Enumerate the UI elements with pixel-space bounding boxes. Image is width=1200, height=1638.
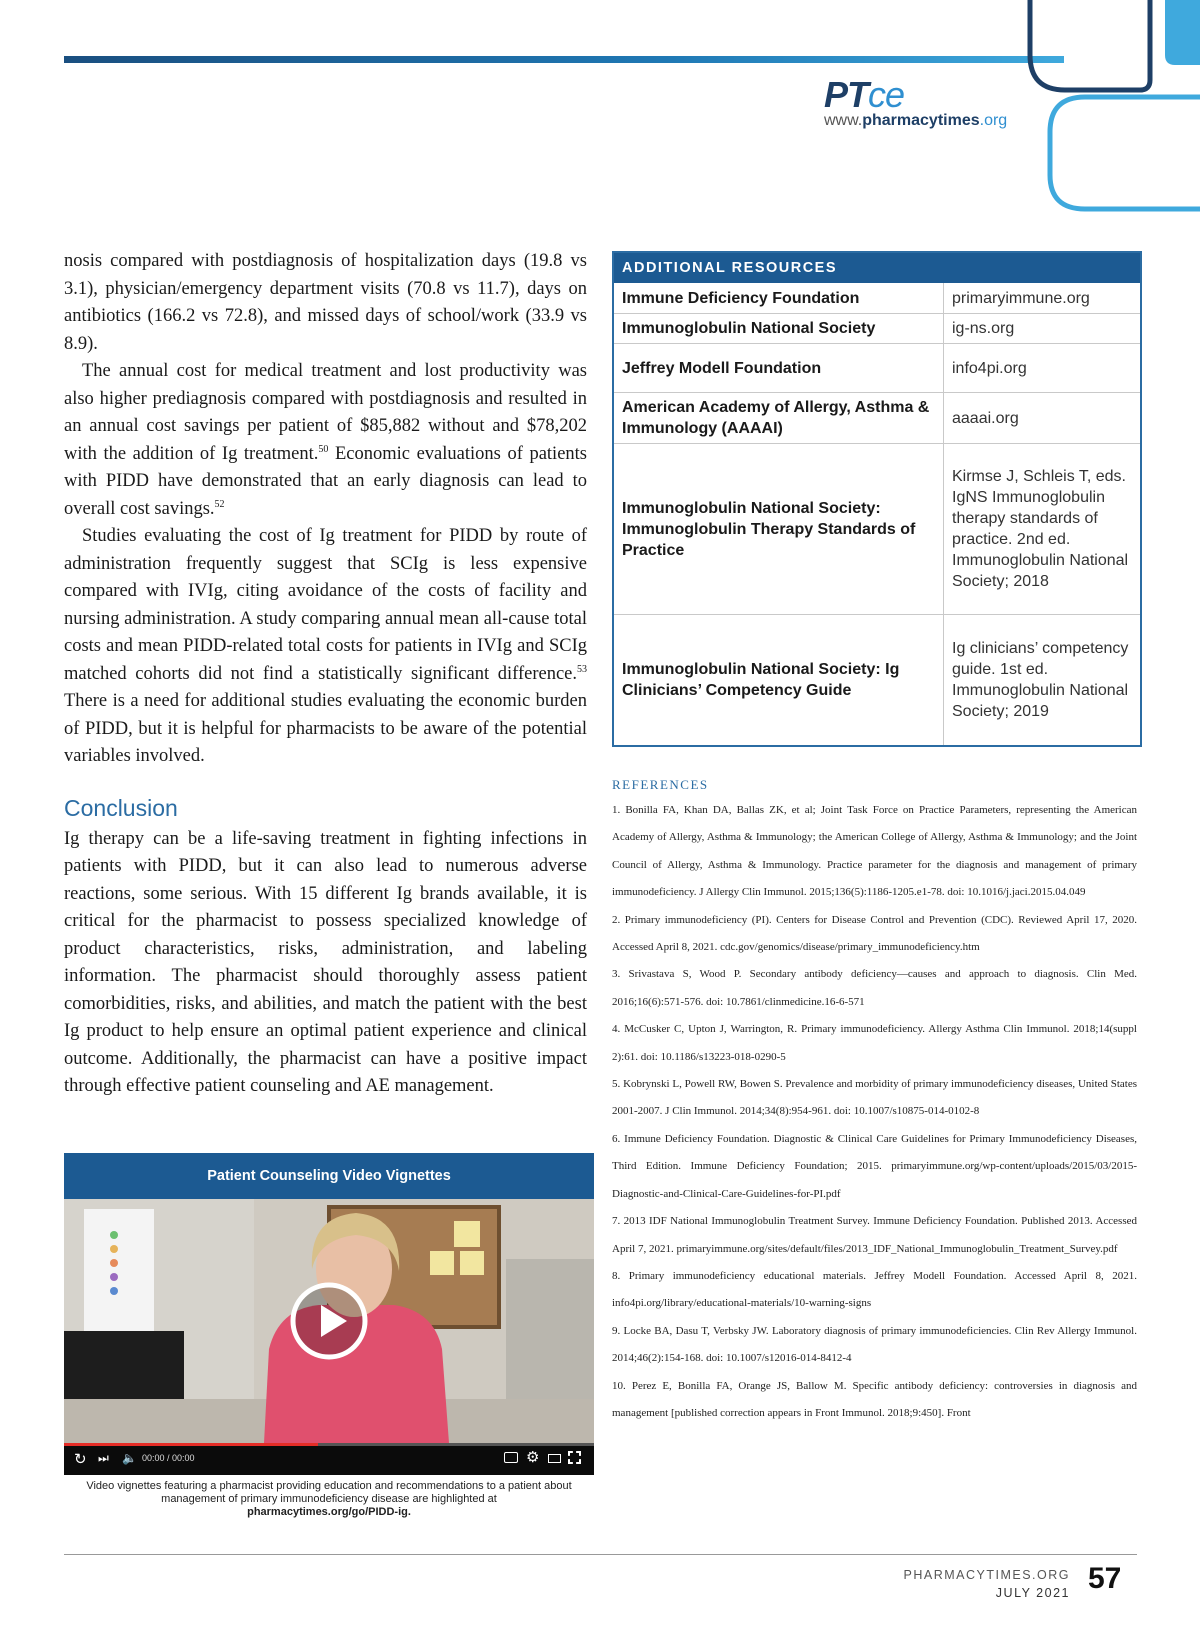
resource-name: Immunoglobulin National Society [614,314,944,343]
resource-row [614,443,1140,614]
skip-next-icon[interactable]: ⏭ [98,1451,109,1465]
paragraph: The annual cost for medical treatment and lost productivity was also higher prediagnosis compared with postdiagnosis and resulted in an annual cost savings per patient of $85,882 without and $78,202 with the addition of Ig treatment.$^{50}$ Economic evaluations of patients with PIDD have demonstrated that an early diagnosis can lead to overall cost savings.$^{52}$ [64,361,587,519]
paragraph: Studies evaluating the cost of Ig treatment for PIDD by route of administration frequently suggest that SCIg is less expensive compared with IVIg, citing avoidance of the costs of facility and nursing administration. A study comparing annual mean all-cause total costs and mean PIDD-related total costs for patients in IVIg and SCIg matched cohorts did not find a statistically significant difference.$^{53}$ There is a need for additional studies evaluating the economic burden of PIDD, but it is helpful for pharmacists to be aware of the potential variables involved. [64,526,587,766]
section-heading: Conclusion [64,794,178,821]
references-list [612,797,1137,1427]
resource-name: American Academy of Allergy, Asthma & Immunology (AAAAI) [614,393,944,443]
theater-mode-icon[interactable] [548,1454,561,1463]
reference-item: 4. McCusker C, Upton J, Warrington, R. Primary immunodeficiency. Allergy Asthma Clin Immunol. 2018;14(suppl 2):61. doi: 10.1186/s13223-018-0290-5 [612,1023,1137,1063]
reference-item: 9. Locke BA, Dasu T, Verbsky JW. Laboratory diagnosis of primary immunodeficiencies. Clin Rev Allergy Immunol. 2014;46(2):154-168. doi: 10.1007/s12016-014-8412-4 [612,1324,1137,1365]
reference-item: 1. Bonilla FA, Khan DA, Ballas ZK, et al; Joint Task Force on Practice Parameters, representing the American Academy of Allergy, Asthma & Immunology; the American College of Allergy, Asthma & Immunology; and the Joint Council of Allergy, Asthma & Immunology. Practice parameter for the diagnosis and management of primary immunodeficiency. J Allergy Clin Immunol. 2015;136(5):1186-1205.e1-78. doi: 10.1016/j.jaci.2015.04.049 [612,804,1137,899]
settings-gear-icon[interactable]: ⚙ [526,1448,540,1466]
additional-resources-table [612,251,1142,747]
paragraph: nosis compared with postdiagnosis of hospitalization days (19.8 vs 3.1), physician/emergency department visits (70.8 vs 11.7), days on antibiotics (166.2 vs 72.8), and missed days of school/work (33.9 vs 8.9). [64,251,587,354]
resource-row [614,614,1140,745]
resource-name: Jeffrey Modell Foundation [614,344,944,392]
ptce-logo: PTce [824,74,905,115]
video-link[interactable]: pharmacytimes.org/go/PIDD-ig. [247,1506,411,1518]
logo-url: www.pharmacytimes.org [824,112,1008,129]
resource-row [614,313,1140,343]
video-caption: Video vignettes featuring a pharmacist providing education and recommendations to a patient about management of primary immunodeficiency disease are highlighted at pharmacytimes.org/go/PIDD-ig. [64,1480,594,1519]
reference-item: 8. Primary immunodeficiency educational materials. Jeffrey Modell Foundation. Accessed April 8, 2021. info4pi.org/library/educational-materials/10-warning-signs [612,1269,1137,1310]
resources-rows [614,283,1140,745]
play-icon[interactable] [289,1281,369,1361]
article-body [64,248,587,1101]
resource-value[interactable]: primaryimmune.org [952,289,1090,307]
video-controls [64,1443,594,1475]
reference-item: 3. Srivastava S, Wood P. Secondary antibody deficiency—causes and approach to diagnosis. Clin Med. 2016;16(6):571-576. doi: 10.7861/clinmedicine.16-6-571 [612,968,1137,1008]
volume-icon[interactable]: 🔈 [122,1451,137,1465]
resource-value[interactable]: info4pi.org [952,359,1027,377]
paragraph: Ig therapy can be a life-saving treatment in fighting infections in patients with PIDD, but it can also lead to numerous adverse reactions, some serious. With 15 different Ig brands available, it is critical for the pharmacist to possess specialized knowledge of product characteristics, risks, administration, and labeling information. The pharmacist should thoroughly assess patient comorbidities, risks, and abilities, and match the patient with the best Ig product to help ensure an optimal patient experience and clinical outcome. Additionally, the pharmacist can have a positive impact through effective patient counseling and AE management. [64,828,587,1096]
footer-date: JULY 2021 [995,1586,1070,1600]
resource-value: Kirmse J, Schleis T, eds. IgNS Immunoglobulin therapy standards of practice. 2nd ed. Immunoglobulin National Society; 2018 [952,468,1129,590]
video-player[interactable] [64,1153,594,1475]
footer-site: PHARMACYTIMES.ORG [903,1568,1070,1582]
resource-name: Immunoglobulin National Society: Immunoglobulin Therapy Standards of Practice [614,444,944,614]
resource-value[interactable]: ig-ns.org [952,320,1015,337]
resource-value[interactable]: aaaai.org [952,409,1019,427]
resource-row [614,283,1140,313]
resource-name: Immunoglobulin National Society: Ig Clinicians’ Competency Guide [614,615,944,745]
reference-item: 5. Kobrynski L, Powell RW, Bowen S. Prevalence and morbidity of primary immunodeficiency diseases, United States 2001-2007. J Clin Immunol. 2014;34(8):954-961. doi: 10.1007/s10875-014-0102-8 [612,1078,1137,1118]
captions-icon[interactable] [504,1452,518,1463]
replay-icon[interactable]: ↻ [74,1450,87,1468]
reference-item: 10. Perez E, Bonilla FA, Orange JS, Ballow M. Specific antibody deficiency: controversies in diagnosis and management [published correction appears in Front Immunol. 2018;9:450]. Front [612,1379,1137,1419]
page-number: 57 [1088,1562,1122,1595]
progress-fill [64,1443,318,1446]
references-section [612,777,1137,1427]
references-heading: REFERENCES [612,777,709,792]
footer-rule [64,1554,1137,1555]
resource-row [614,343,1140,392]
video-title: Patient Counseling Video Vignettes [64,1153,594,1199]
resources-header: ADDITIONAL RESOURCES [614,253,1140,283]
reference-item: 7. 2013 IDF National Immunoglobulin Treatment Survey. Immune Deficiency Foundation. Published 2013. Accessed April 7, 2021. primaryimmune.org/sites/default/files/2013_IDF_National_Immunoglobulin_Treatment_Survey.pdf [612,1215,1137,1255]
video-time: 00:00 / 00:00 [142,1453,195,1463]
reference-item: 6. Immune Deficiency Foundation. Diagnostic & Clinical Care Guidelines for Primary Immunodeficiency Diseases, Third Edition. Immune Deficiency Foundation; 2015. primaryimmune.org/wp-content/uploads/2015/03/2015-Diagnostic-and-Clinical-Care-Guidelines-for-PI.pdf [612,1132,1137,1200]
resource-name: Immune Deficiency Foundation [614,283,944,313]
resource-row [614,392,1140,443]
video-thumbnail[interactable] [64,1199,594,1443]
resource-value: Ig clinicians’ competency guide. 1st ed. Immunoglobulin National Society; 2019 [952,640,1129,720]
fullscreen-icon[interactable] [568,1451,581,1464]
reference-item: 2. Primary immunodeficiency (PI). Centers for Disease Control and Prevention (CDC). Reviewed April 17, 2020. Accessed April 8, 2021. cdc.gov/genomics/disease/primary_immunodeficiency.htm [612,913,1137,954]
